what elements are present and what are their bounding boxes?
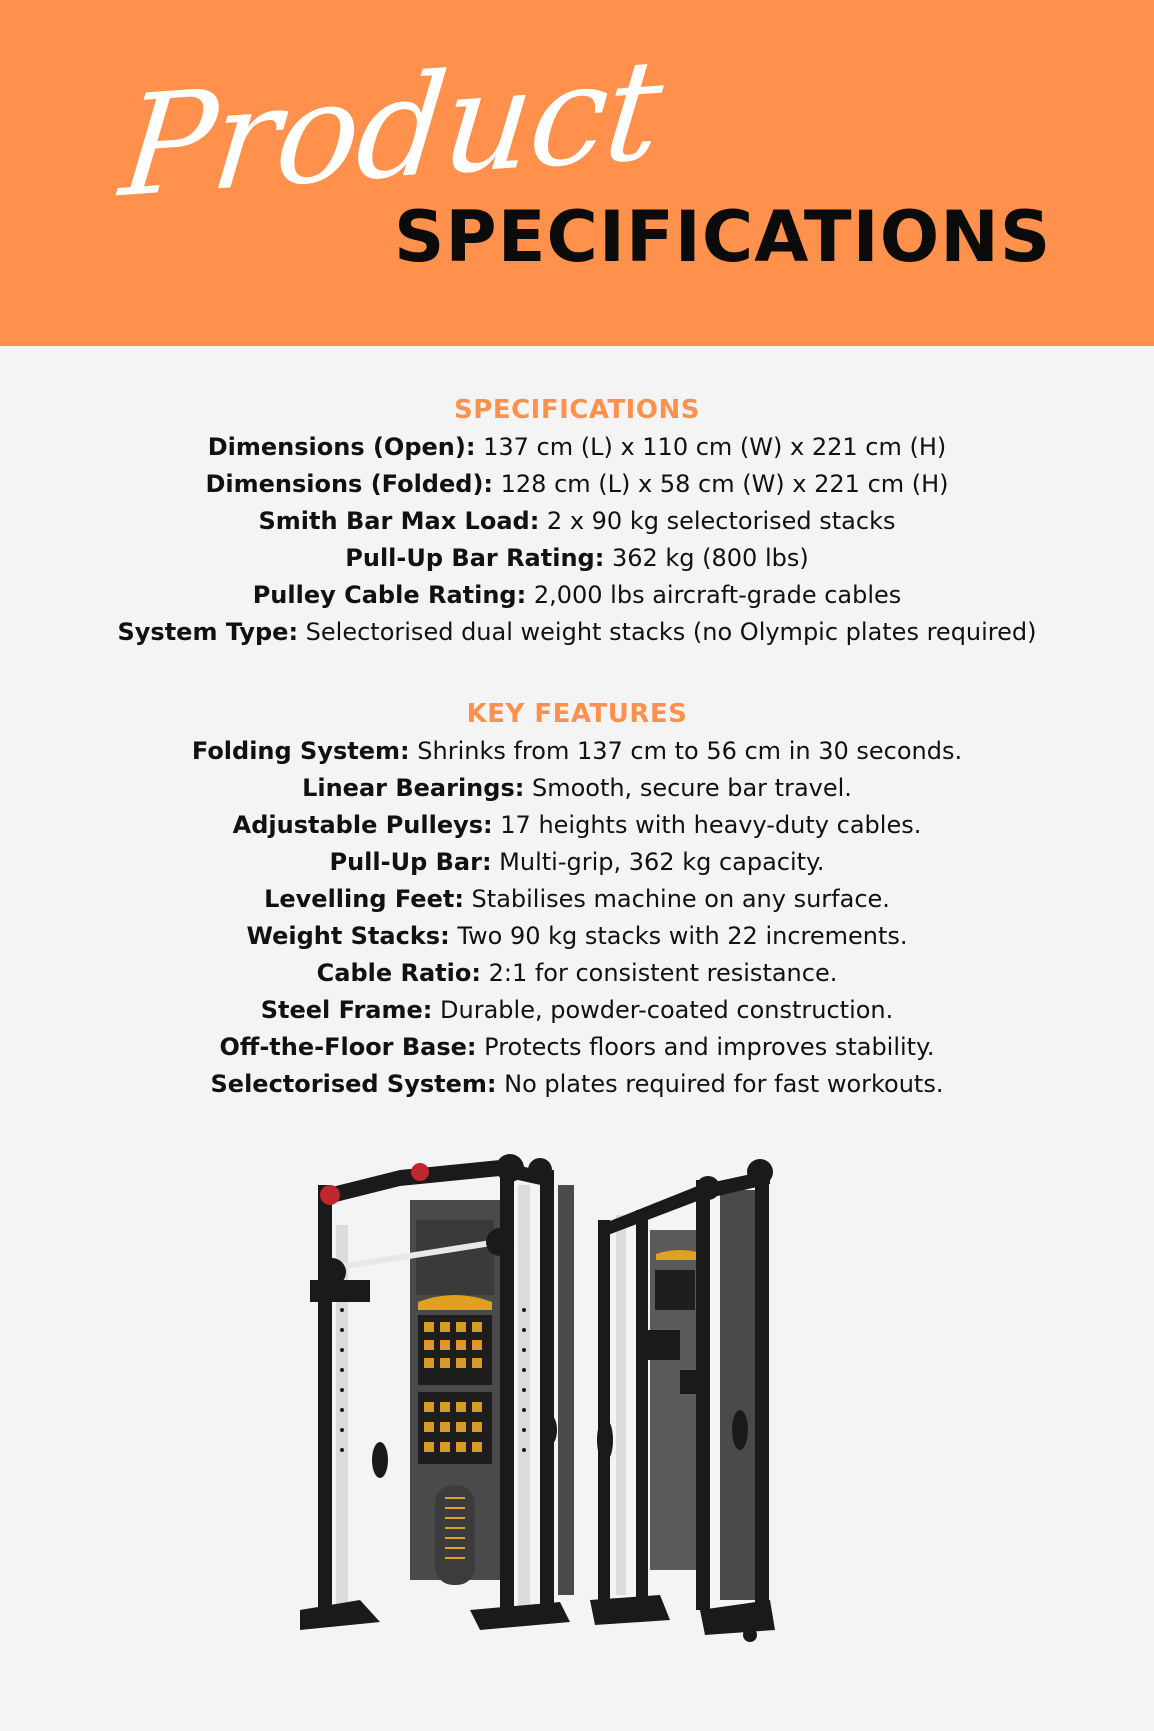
feature-value: Durable, powder-coated construction.	[432, 996, 894, 1024]
feature-value: Protects floors and improves stability.	[476, 1033, 935, 1061]
spec-value: 2 x 90 kg selectorised stacks	[539, 507, 896, 535]
feature-line	[0, 918, 1154, 955]
feature-label: Cable Ratio:	[316, 959, 481, 987]
feature-label: Folding System:	[191, 737, 410, 765]
feature-value: Two 90 kg stacks with 22 increments.	[449, 922, 908, 950]
spec-line	[0, 577, 1154, 614]
feature-label: Weight Stacks:	[246, 922, 450, 950]
spec-line	[0, 429, 1154, 466]
spec-line	[0, 503, 1154, 540]
spec-line	[0, 614, 1154, 651]
feature-label: Steel Frame:	[260, 996, 433, 1024]
feature-line	[0, 992, 1154, 1029]
feature-value: Smooth, secure bar travel.	[524, 774, 852, 802]
functional-trainer-left	[300, 1154, 574, 1630]
feature-line	[0, 955, 1154, 992]
feature-label: Adjustable Pulleys:	[232, 811, 493, 839]
spec-label: Pulley Cable Rating:	[252, 581, 527, 609]
feature-value: No plates required for fast workouts.	[496, 1070, 944, 1098]
feature-label: Off-the-Floor Base:	[219, 1033, 477, 1061]
functional-trainer-right	[590, 1159, 775, 1642]
feature-label: Levelling Feet:	[264, 885, 464, 913]
feature-value: 17 heights with heavy-duty cables.	[492, 811, 922, 839]
key-features-heading: KEY FEATURES	[466, 699, 688, 729]
feature-value: Shrinks from 137 cm to 56 cm in 30 seconds.	[409, 737, 963, 765]
specifications-heading: SPECIFICATIONS	[454, 395, 700, 425]
feature-label: Selectorised System:	[210, 1070, 497, 1098]
spec-value: 362 kg (800 lbs)	[604, 544, 809, 572]
feature-line	[0, 1066, 1154, 1103]
spec-value: Selectorised dual weight stacks (no Olympic plates required)	[298, 618, 1037, 646]
spec-value: 128 cm (L) x 58 cm (W) x 221 cm (H)	[493, 470, 949, 498]
specifications-section	[0, 392, 1154, 651]
feature-line	[0, 881, 1154, 918]
feature-label: Pull-Up Bar:	[329, 848, 492, 876]
feature-line	[0, 733, 1154, 770]
spec-label: Dimensions (Folded):	[205, 470, 494, 498]
script-title: Product	[114, 28, 668, 229]
feature-value: Stabilises machine on any surface.	[463, 885, 890, 913]
feature-value: Multi-grip, 362 kg capacity.	[491, 848, 825, 876]
feature-line	[0, 844, 1154, 881]
spec-line	[0, 540, 1154, 577]
spec-label: Dimensions (Open):	[207, 433, 476, 461]
spec-line	[0, 466, 1154, 503]
feature-line	[0, 1029, 1154, 1066]
spec-label: System Type:	[117, 618, 299, 646]
product-image	[300, 1130, 840, 1670]
spec-value: 137 cm (L) x 110 cm (W) x 221 cm (H)	[475, 433, 947, 461]
page-title: SPECIFICATIONS	[394, 196, 1052, 278]
feature-line	[0, 770, 1154, 807]
spec-label: Pull-Up Bar Rating:	[345, 544, 605, 572]
spec-label: Smith Bar Max Load:	[258, 507, 540, 535]
feature-label: Linear Bearings:	[302, 774, 525, 802]
key-features-section	[0, 696, 1154, 1103]
header-banner	[0, 0, 1154, 346]
spec-value: 2,000 lbs aircraft-grade cables	[526, 581, 902, 609]
feature-value: 2:1 for consistent resistance.	[480, 959, 838, 987]
feature-line	[0, 807, 1154, 844]
